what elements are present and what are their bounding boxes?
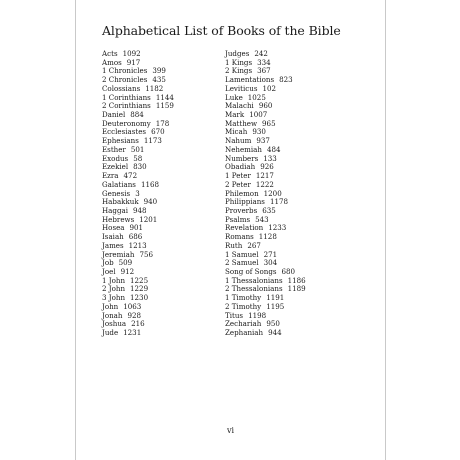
book-name: Hosea xyxy=(102,223,125,233)
book-page-number: 1222 xyxy=(255,179,274,189)
book-page-number: 304 xyxy=(263,258,278,268)
book-name: 1 Samuel xyxy=(225,249,259,259)
book-page-number: 543 xyxy=(255,214,269,224)
book-page-number: 1200 xyxy=(263,188,282,198)
book-page-number: 950 xyxy=(266,319,280,329)
book-page-number: 1128 xyxy=(258,232,277,242)
book-page-number: 944 xyxy=(268,328,282,337)
book-name: Psalms xyxy=(225,214,251,224)
book-name: 2 John xyxy=(102,284,126,294)
book-page-number: 267 xyxy=(247,240,261,250)
book-name: Zephaniah xyxy=(225,328,264,337)
book-name: 3 John xyxy=(102,293,126,303)
book-name: Philippians xyxy=(225,197,265,207)
book-page-number: 1144 xyxy=(155,92,174,102)
book-page-number: 937 xyxy=(256,136,270,146)
book-page-number: 1230 xyxy=(130,293,149,303)
book-page-number: 133 xyxy=(263,153,277,163)
book-name: Ephesians xyxy=(102,136,139,146)
book-page xyxy=(75,0,386,460)
book-name: Malachi xyxy=(225,101,254,111)
book-name: Jonah xyxy=(102,310,123,320)
book-page-number: 823 xyxy=(279,75,293,85)
book-page-number: 472 xyxy=(123,171,138,181)
book-name: Matthew xyxy=(225,118,258,128)
book-name: Joshua xyxy=(102,319,127,329)
book-entry xyxy=(102,329,174,338)
book-name: Acts xyxy=(102,49,118,58)
book-page-number: 1217 xyxy=(255,171,274,181)
book-page-number: 1168 xyxy=(140,179,160,189)
book-page-number: 1007 xyxy=(249,110,268,120)
book-name: Revelation xyxy=(225,223,264,233)
book-page-number: 830 xyxy=(133,162,147,172)
book-name: 2 Kings xyxy=(225,66,253,76)
book-page-number: 334 xyxy=(257,57,271,67)
book-name: John xyxy=(102,301,119,311)
books-list-right-column xyxy=(225,50,306,338)
book-page-number: 1231 xyxy=(123,328,142,337)
book-page-number: 435 xyxy=(152,75,166,85)
book-page-number: 1201 xyxy=(139,214,158,224)
book-page-number: 1173 xyxy=(143,136,162,146)
book-page-number: 901 xyxy=(129,223,144,233)
book-name: Numbers xyxy=(225,153,259,163)
book-page-number: 1092 xyxy=(122,49,141,58)
book-page-number: 399 xyxy=(152,66,166,76)
book-name: 1 Timothy xyxy=(225,293,262,303)
book-page-number: 1063 xyxy=(123,301,142,311)
book-name: Proverbs xyxy=(225,205,258,215)
book-page-number: 917 xyxy=(126,57,141,67)
book-name: Isaiah xyxy=(102,232,124,242)
book-name: Haggai xyxy=(102,205,128,215)
page-number: vi xyxy=(226,426,235,435)
book-entry xyxy=(225,329,306,338)
book-name: Nahum xyxy=(225,136,252,146)
book-page-number: 930 xyxy=(252,127,266,137)
book-page-number: 756 xyxy=(139,249,153,259)
book-name: 1 Peter xyxy=(225,171,251,181)
book-name: Jude xyxy=(102,328,119,337)
book-name: 1 Chronicles xyxy=(102,66,148,76)
book-name: Exodus xyxy=(102,153,129,163)
book-page-number: 670 xyxy=(151,127,165,137)
book-name: 1 Kings xyxy=(225,57,253,67)
book-name: Titus xyxy=(225,310,244,320)
book-page-number: 948 xyxy=(133,205,147,215)
book-page-number: 960 xyxy=(258,101,273,111)
book-page-number: 940 xyxy=(143,197,158,207)
book-page-number: 926 xyxy=(260,162,274,172)
book-name: Daniel xyxy=(102,110,126,120)
book-page-number: 242 xyxy=(254,49,268,58)
book-name: Deuteronomy xyxy=(102,118,151,128)
book-page-number: 1189 xyxy=(287,284,306,294)
book-page-number: 884 xyxy=(130,110,144,120)
book-name: Mark xyxy=(225,110,245,120)
book-page-number: 912 xyxy=(120,266,135,276)
book-page-number: 928 xyxy=(127,310,142,320)
books-list-left-column xyxy=(102,50,174,338)
book-page-number: 680 xyxy=(281,266,296,276)
book-page-number: 1213 xyxy=(128,240,147,250)
book-page-number: 484 xyxy=(266,144,281,154)
book-page-number: 965 xyxy=(262,118,276,128)
book-name: Philemon xyxy=(225,188,259,198)
book-name: Esther xyxy=(102,144,126,154)
book-page-number: 501 xyxy=(130,144,145,154)
book-page-number: 271 xyxy=(263,249,278,259)
book-name: Leviticus xyxy=(225,83,258,93)
book-name: Galatians xyxy=(102,179,136,189)
book-page-number: 1182 xyxy=(145,83,164,93)
book-page-number: 1191 xyxy=(266,293,285,303)
book-page-number: 1229 xyxy=(130,284,149,294)
book-name: Hebrews xyxy=(102,214,135,224)
book-page-number: 367 xyxy=(257,66,271,76)
book-name: Ezekiel xyxy=(102,162,129,172)
book-page-number: 1233 xyxy=(268,223,287,233)
book-name: Romans xyxy=(225,232,254,242)
book-name: Micah xyxy=(225,127,248,137)
book-name: Nehemiah xyxy=(225,144,262,154)
book-name: Colossians xyxy=(102,83,141,93)
book-name: Amos xyxy=(102,57,122,67)
book-page-number: 58 xyxy=(133,153,143,163)
book-page-number: 3 xyxy=(135,188,140,198)
book-page-number: 102 xyxy=(262,83,277,93)
book-name: Song of Songs xyxy=(225,266,277,276)
book-name: Ruth xyxy=(225,240,243,250)
book-name: 1 John xyxy=(102,275,126,285)
book-page-number: 1178 xyxy=(269,197,288,207)
book-page-number: 1159 xyxy=(155,101,174,111)
book-name: Lamentations xyxy=(225,75,275,85)
book-name: 2 Timothy xyxy=(225,301,262,311)
book-name: 2 Thessalonians xyxy=(225,284,283,294)
book-name: Joel xyxy=(102,266,116,276)
page-title: Alphabetical List of Books of the Bible xyxy=(102,23,341,38)
book-name: Habakkuk xyxy=(102,197,139,207)
book-name: Job xyxy=(102,258,114,268)
book-page-number: 216 xyxy=(131,319,145,329)
book-page-number: 509 xyxy=(118,258,133,268)
book-page-number: 1186 xyxy=(287,275,306,285)
book-name: 2 Samuel xyxy=(225,258,259,268)
book-name: Obadiah xyxy=(225,162,256,172)
book-page-number: 1195 xyxy=(266,301,285,311)
book-page-number: 635 xyxy=(262,205,276,215)
book-name: 1 Corinthians xyxy=(102,92,151,102)
book-page-number: 686 xyxy=(128,232,143,242)
book-name: 2 Chronicles xyxy=(102,75,148,85)
book-name: Zechariah xyxy=(225,319,262,329)
book-name: Judges xyxy=(225,49,250,58)
book-name: 2 Peter xyxy=(225,179,251,189)
book-name: Luke xyxy=(225,92,243,102)
book-name: Ecclesiastes xyxy=(102,127,147,137)
book-name: Jeremiah xyxy=(102,249,135,259)
book-page-number: 1198 xyxy=(248,310,267,320)
book-page-number: 1225 xyxy=(130,275,149,285)
book-name: Ezra xyxy=(102,171,119,181)
book-name: 2 Corinthians xyxy=(102,101,151,111)
book-name: James xyxy=(102,240,124,250)
book-page-number: 178 xyxy=(155,118,170,128)
book-name: Genesis xyxy=(102,188,131,198)
book-page-number: 1025 xyxy=(247,92,266,102)
book-name: 1 Thessalonians xyxy=(225,275,283,285)
